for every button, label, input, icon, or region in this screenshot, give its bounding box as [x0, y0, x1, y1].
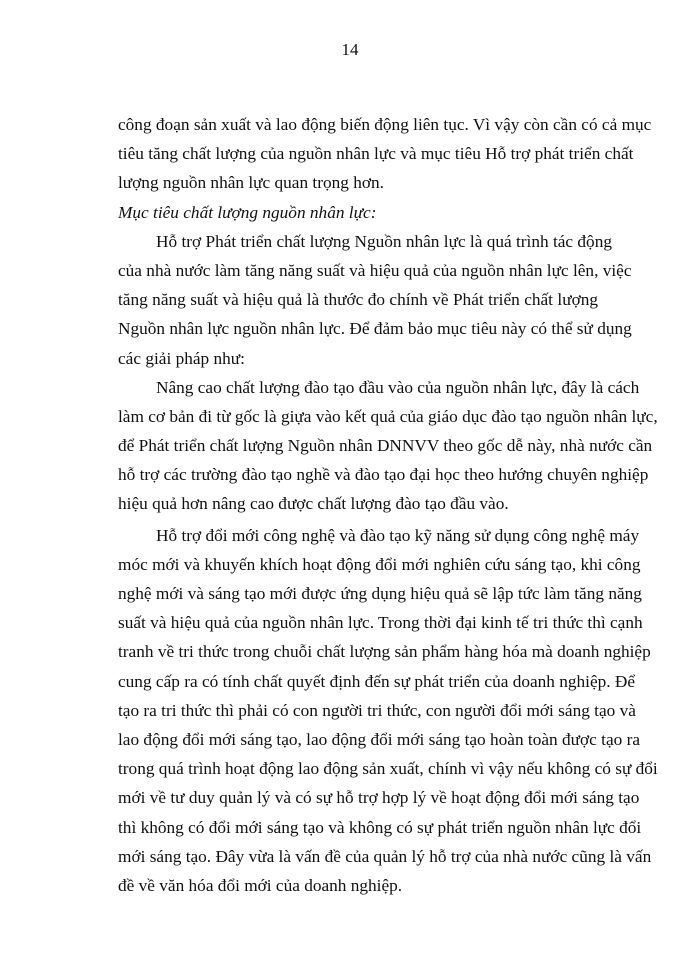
- text-line: Nâng cao chất lượng đào tạo đầu vào của nguồn nhân lực, đây là cách: [156, 377, 640, 397]
- text-line: hỗ trợ các trường đào tạo nghề và đào tạo đại học theo hướng chuyên nghiệp: [118, 465, 649, 485]
- text-line: lượng nguồn nhân lực quan trọng hơn.: [118, 173, 384, 193]
- text-line: đề về văn hóa đổi mới của doanh nghiệp.: [118, 875, 403, 895]
- text-line: tranh về tri thức trong chuỗi chất lượng sản phẩm hàng hóa mà doanh nghiệp: [118, 642, 651, 662]
- text-line: Hỗ trợ Phát triển chất lượng Nguồn nhân lực là quá trình tác động: [156, 231, 612, 251]
- text-line: các giải pháp như:: [118, 348, 245, 368]
- text-line: thì không có đổi mới sáng tạo và không có sự phát triển nguồn nhân lực đổi: [118, 817, 642, 837]
- section-heading: Mục tiêu chất lượng nguồn nhân lực:: [118, 202, 377, 222]
- text-line: mới sáng tạo. Đây vừa là vấn đề của quản lý hỗ trợ của nhà nước cũng là vấn: [118, 846, 652, 866]
- text-line: Hỗ trợ đổi mới công nghệ và đào tạo kỹ năng sử dụng công nghệ máy: [156, 525, 640, 545]
- text-line: làm cơ bản đi từ gốc là giựa vào kết quả của giáo dục đào tạo nguồn nhân lực,: [118, 406, 658, 426]
- text-line: hiệu quả hơn nâng cao được chất lượng đào tạo đầu vào.: [118, 494, 509, 514]
- text-line: tăng năng suất và hiệu quả là thước đo chính về Phát triển chất lượng: [118, 290, 598, 310]
- text-line: lao động đổi mới sáng tạo, lao động đổi mới sáng tạo hoàn toàn được tạo ra: [118, 729, 640, 749]
- text-line: của nhà nước làm tăng năng suất và hiệu quả của nguồn nhân lực lên, việc: [118, 260, 632, 280]
- text-line: trong quá trình hoạt động lao động sản xuất, chính vì vậy nếu không có sự đổi: [118, 759, 658, 779]
- text-line: công đoạn sản xuất và lao động biến động liên tục. Vì vậy còn cần có cả mục: [118, 115, 652, 134]
- text-line: Nguồn nhân lực nguồn nhân lực. Để đảm bảo mục tiêu này có thể sử dụng: [118, 319, 632, 339]
- page-number: 14: [341, 40, 359, 59]
- text-line: để Phát triển chất lượng Nguồn nhân DNNVV theo gốc dễ này, nhà nước cần: [118, 436, 653, 456]
- text-line: cung cấp ra có tính chất quyết định đến sự phát triển của doanh nghiệp. Để: [118, 671, 636, 691]
- text-line: tạo ra tri thức thì phải có con người tri thức, con người đổi mới sáng tạo và: [118, 700, 636, 720]
- text-line: suất và hiệu quả của nguồn nhân lực. Trong thời đại kinh tế tri thức thì cạnh: [118, 613, 643, 633]
- text-line: nghệ mới và sáng tạo mới được ứng dụng hiệu quả sẽ lập tức làm tăng năng: [118, 584, 642, 603]
- text-line: mới về tư duy quản lý và có sự hỗ trợ hợp lý về hoạt động đổi mới sáng tạo: [118, 788, 640, 808]
- text-line: móc mới và khuyến khích hoạt động đổi mới nghiên cứu sáng tạo, khi công: [118, 554, 641, 574]
- text-line: tiêu tăng chất lượng của nguồn nhân lực và mục tiêu Hỗ trợ phát triển chất: [118, 144, 634, 164]
- body-text: [118, 110, 658, 900]
